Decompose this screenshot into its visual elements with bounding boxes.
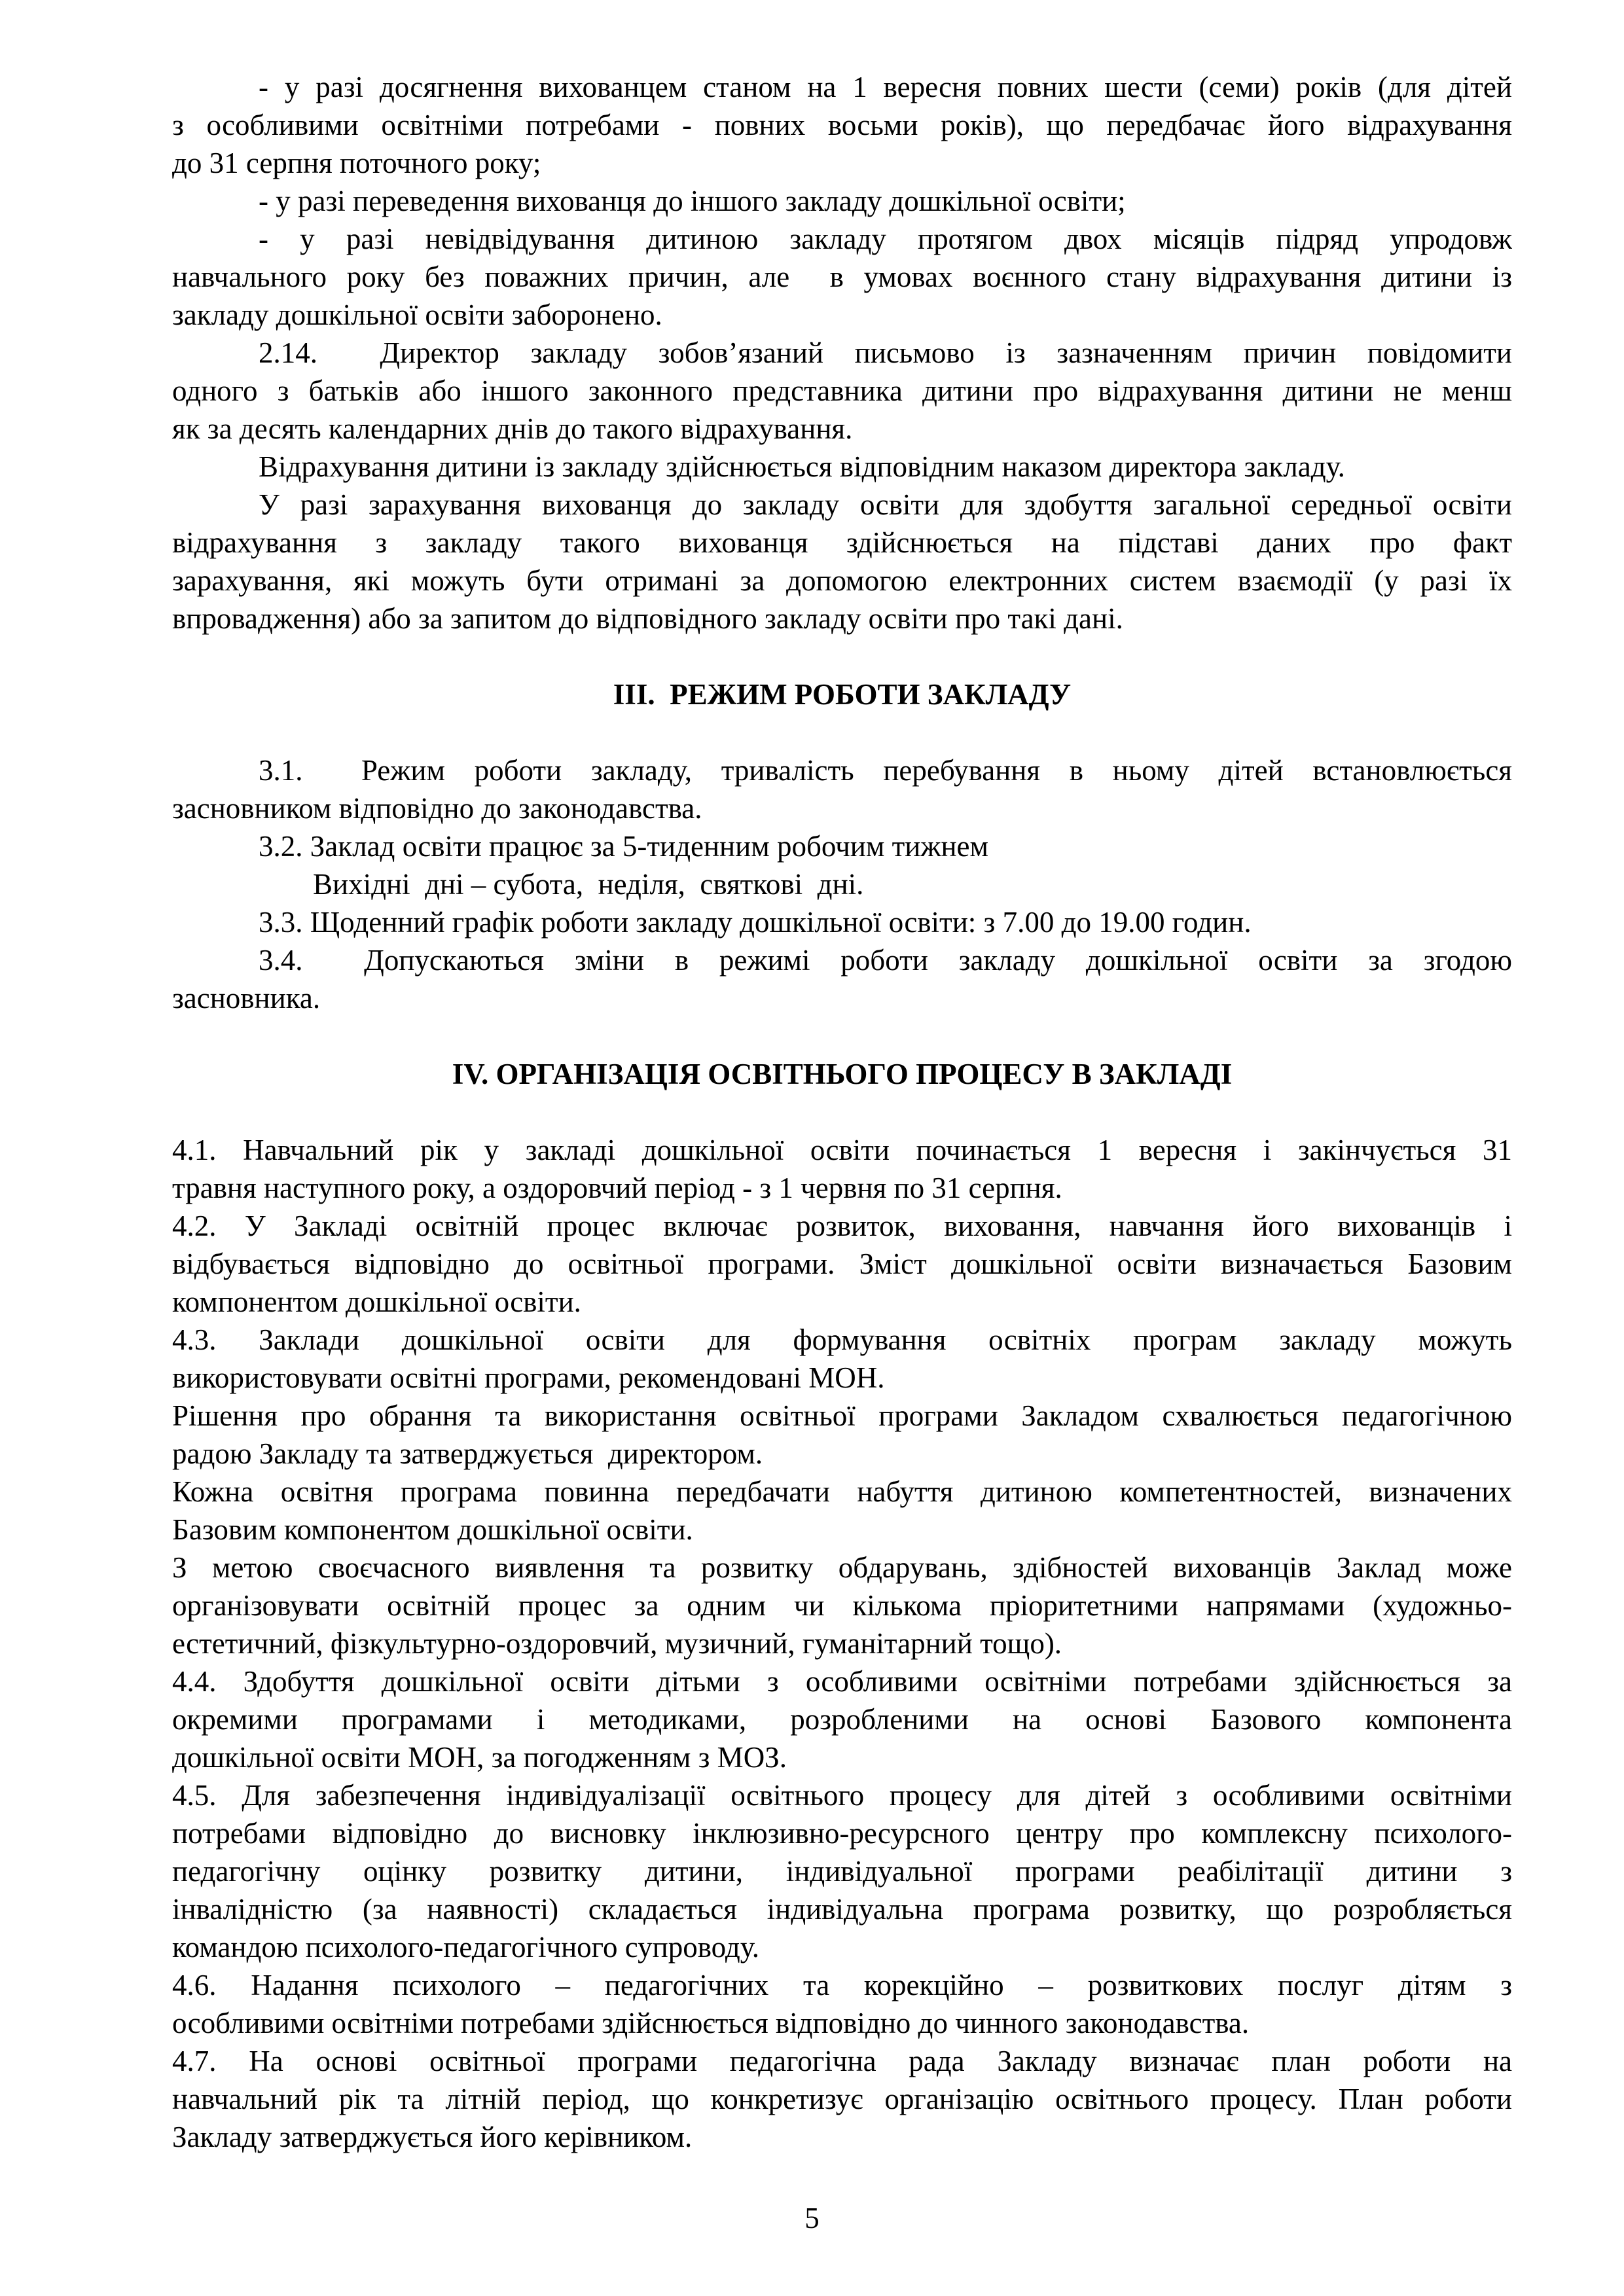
text-line: естетичний, фізкультурно-оздоровчий, музичний, гуманітарний тощо). (172, 1627, 1062, 1660)
text-line: як за десять календарних днів до такого відрахування. (172, 412, 853, 445)
paragraph (172, 1549, 1512, 1662)
text-line: компонентом дошкільної освіти. (172, 1285, 581, 1318)
text-line: організовувати освітній процес за одним чи кількома пріоритетними напрямами (художньо- (172, 1589, 1512, 1622)
text-line: впровадження) або за запитом до відповідного закладу освіти про такі дані. (172, 602, 1123, 635)
text-line: зарахування, які можуть бути отримані за допомогою електронних систем взаємодії (у разі їх (172, 564, 1512, 597)
text-line: використовувати освітні програми, рекомендовані МОН. (172, 1361, 885, 1394)
text-line: Закладу затверджується його керівником. (172, 2121, 693, 2153)
paragraph (172, 1397, 1512, 1473)
text-line: закладу дошкільної освіти заборонено. (172, 298, 662, 331)
text-line: радою Закладу та затверджується директором. (172, 1437, 763, 1470)
text-line: 4.4. Здобуття дошкільної освіти дітьми з особливими освітніми потребами здійснюється за (172, 1665, 1512, 1698)
paragraph (172, 182, 1512, 220)
paragraph (172, 827, 1512, 865)
text-line: 4.6. Надання психолого – педагогічних та корекційно – розвиткових послуг дітям з (172, 1969, 1512, 2001)
text-line: засновника. (172, 982, 321, 1014)
heading-line: III. РЕЖИМ РОБОТИ ЗАКЛАДУ (613, 678, 1072, 711)
text-line: потребами відповідно до висновку інклюзивно-ресурсного центру про комплексну психолого- (172, 1817, 1512, 1850)
paragraph (172, 1131, 1512, 1207)
paragraph (172, 751, 1512, 827)
text-line: дошкільної освіти МОН, за погодженням з МОЗ. (172, 1741, 787, 1774)
text-line: Вихідні дні – субота, неділя, святкові дні. (313, 868, 864, 901)
text-line: Кожна освітня програма повинна передбачати набуття дитиною компетентностей, визначених (172, 1475, 1512, 1508)
text-line: засновником відповідно до законодавства. (172, 792, 702, 825)
paragraph (172, 220, 1512, 334)
text-line: окремими програмами і методиками, розробленими на основі Базового компонента (172, 1703, 1512, 1736)
text-line: Рішення про обрання та використання освітньої програми Закладом схвалюється педагогічною (172, 1399, 1512, 1432)
text-line: Відрахування дитини із закладу здійснюється відповідним наказом директора закладу. (259, 450, 1345, 483)
text-line: 2.14. Директор закладу зобов’язаний письмово із зазначенням причин повідомити (259, 336, 1512, 369)
text-line: 4.1. Навчальний рік у закладі дошкільної освіти починається 1 вересня і закінчується 31 (172, 1134, 1512, 1166)
paragraph (172, 1473, 1512, 1549)
text-line: - у разі переведення вихованця до іншого закладу дошкільної освіти; (259, 185, 1126, 217)
text-line: педагогічну оцінку розвитку дитини, індивідуальної програми реабілітації дитини з (172, 1855, 1512, 1888)
text-line: 3.2. Заклад освіти працює за 5-тиденним робочим тижнем (259, 830, 988, 863)
paragraph (172, 486, 1512, 637)
text-line: з особливими освітніми потребами - повних восьми років), що передбачає його відрахування (172, 109, 1512, 141)
paragraph (172, 941, 1512, 1017)
text-line: навчальний рік та літній період, що конкретизує організацію освітнього процесу. План роботи (172, 2083, 1512, 2115)
paragraph (172, 903, 1512, 941)
page-footer (0, 2199, 1624, 2237)
section-heading (172, 1055, 1512, 1093)
text-line: відбувається відповідно до освітньої програми. Зміст дошкільної освіти визначається Базовим (172, 1247, 1512, 1280)
text-line: 4.5. Для забезпечення індивідуалізації освітнього процесу для дітей з особливими освітніми (172, 1779, 1512, 1812)
paragraph (172, 1776, 1512, 1966)
text-line: командою психолого-педагогічного супроводу. (172, 1931, 759, 1964)
paragraph (172, 1207, 1512, 1321)
text-line: навчального року без поважних причин, але в умовах воєнного стану відрахування дитини із (172, 260, 1512, 293)
paragraph (172, 2042, 1512, 2156)
text-line: - у разі досягнення вихованцем станом на 1 вересня повних шести (семи) років (для дітей (259, 71, 1512, 103)
text-line: особливими освітніми потребами здійснюється відповідно до чинного законодавства. (172, 2007, 1250, 2039)
text-line: відрахування з закладу такого вихованця здійснюється на підставі даних про факт (172, 526, 1512, 559)
text-line: 4.3. Заклади дошкільної освіти для формування освітніх програм закладу можуть (172, 1323, 1512, 1356)
text-line: інвалідністю (за наявності) складається індивідуальна програма розвитку, що розробляється (172, 1893, 1512, 1926)
text-line: З метою своєчасного виявлення та розвитку обдарувань, здібностей вихованців Заклад може (172, 1551, 1512, 1584)
text-line: 3.3. Щоденний графік роботи закладу дошкільної освіти: з 7.00 до 19.00 годин. (259, 906, 1252, 939)
paragraph (172, 865, 1512, 903)
paragraph (172, 1321, 1512, 1397)
text-line: 3.1. Режим роботи закладу, тривалість перебування в ньому дітей встановлюється (259, 754, 1512, 787)
paragraph (172, 1966, 1512, 2042)
document-body (172, 68, 1512, 2156)
text-line: 4.7. На основі освітньої програми педагогічна рада Закладу визначає план роботи на (172, 2045, 1512, 2077)
text-line: 3.4. Допускаються зміни в режимі роботи закладу дошкільної освіти за згодою (259, 944, 1512, 977)
text-line: 4.2. У Закладі освітній процес включає розвиток, виховання, навчання його вихованців і (172, 1210, 1512, 1242)
heading-line: IV. ОРГАНІЗАЦІЯ ОСВІТНЬОГО ПРОЦЕСУ В ЗАКЛАДІ (452, 1058, 1233, 1090)
paragraph (172, 334, 1512, 448)
page-number: 5 (804, 2202, 820, 2234)
text-line: - у разі невідвідування дитиною закладу протягом двох місяців підряд упродовж (259, 223, 1512, 255)
paragraph (172, 448, 1512, 486)
paragraph (172, 68, 1512, 182)
text-line: травня наступного року, а оздоровчий період - з 1 червня по 31 серпня. (172, 1172, 1062, 1204)
text-line: до 31 серпня поточного року; (172, 147, 541, 179)
paragraph (172, 1662, 1512, 1776)
text-line: У разі зарахування вихованця до закладу освіти для здобуття загальної середньої освіти (259, 488, 1512, 521)
section-heading (172, 675, 1512, 713)
text-line: Базовим компонентом дошкільної освіти. (172, 1513, 693, 1546)
text-line: одного з батьків або іншого законного представника дитини про відрахування дитини не менш (172, 374, 1512, 407)
